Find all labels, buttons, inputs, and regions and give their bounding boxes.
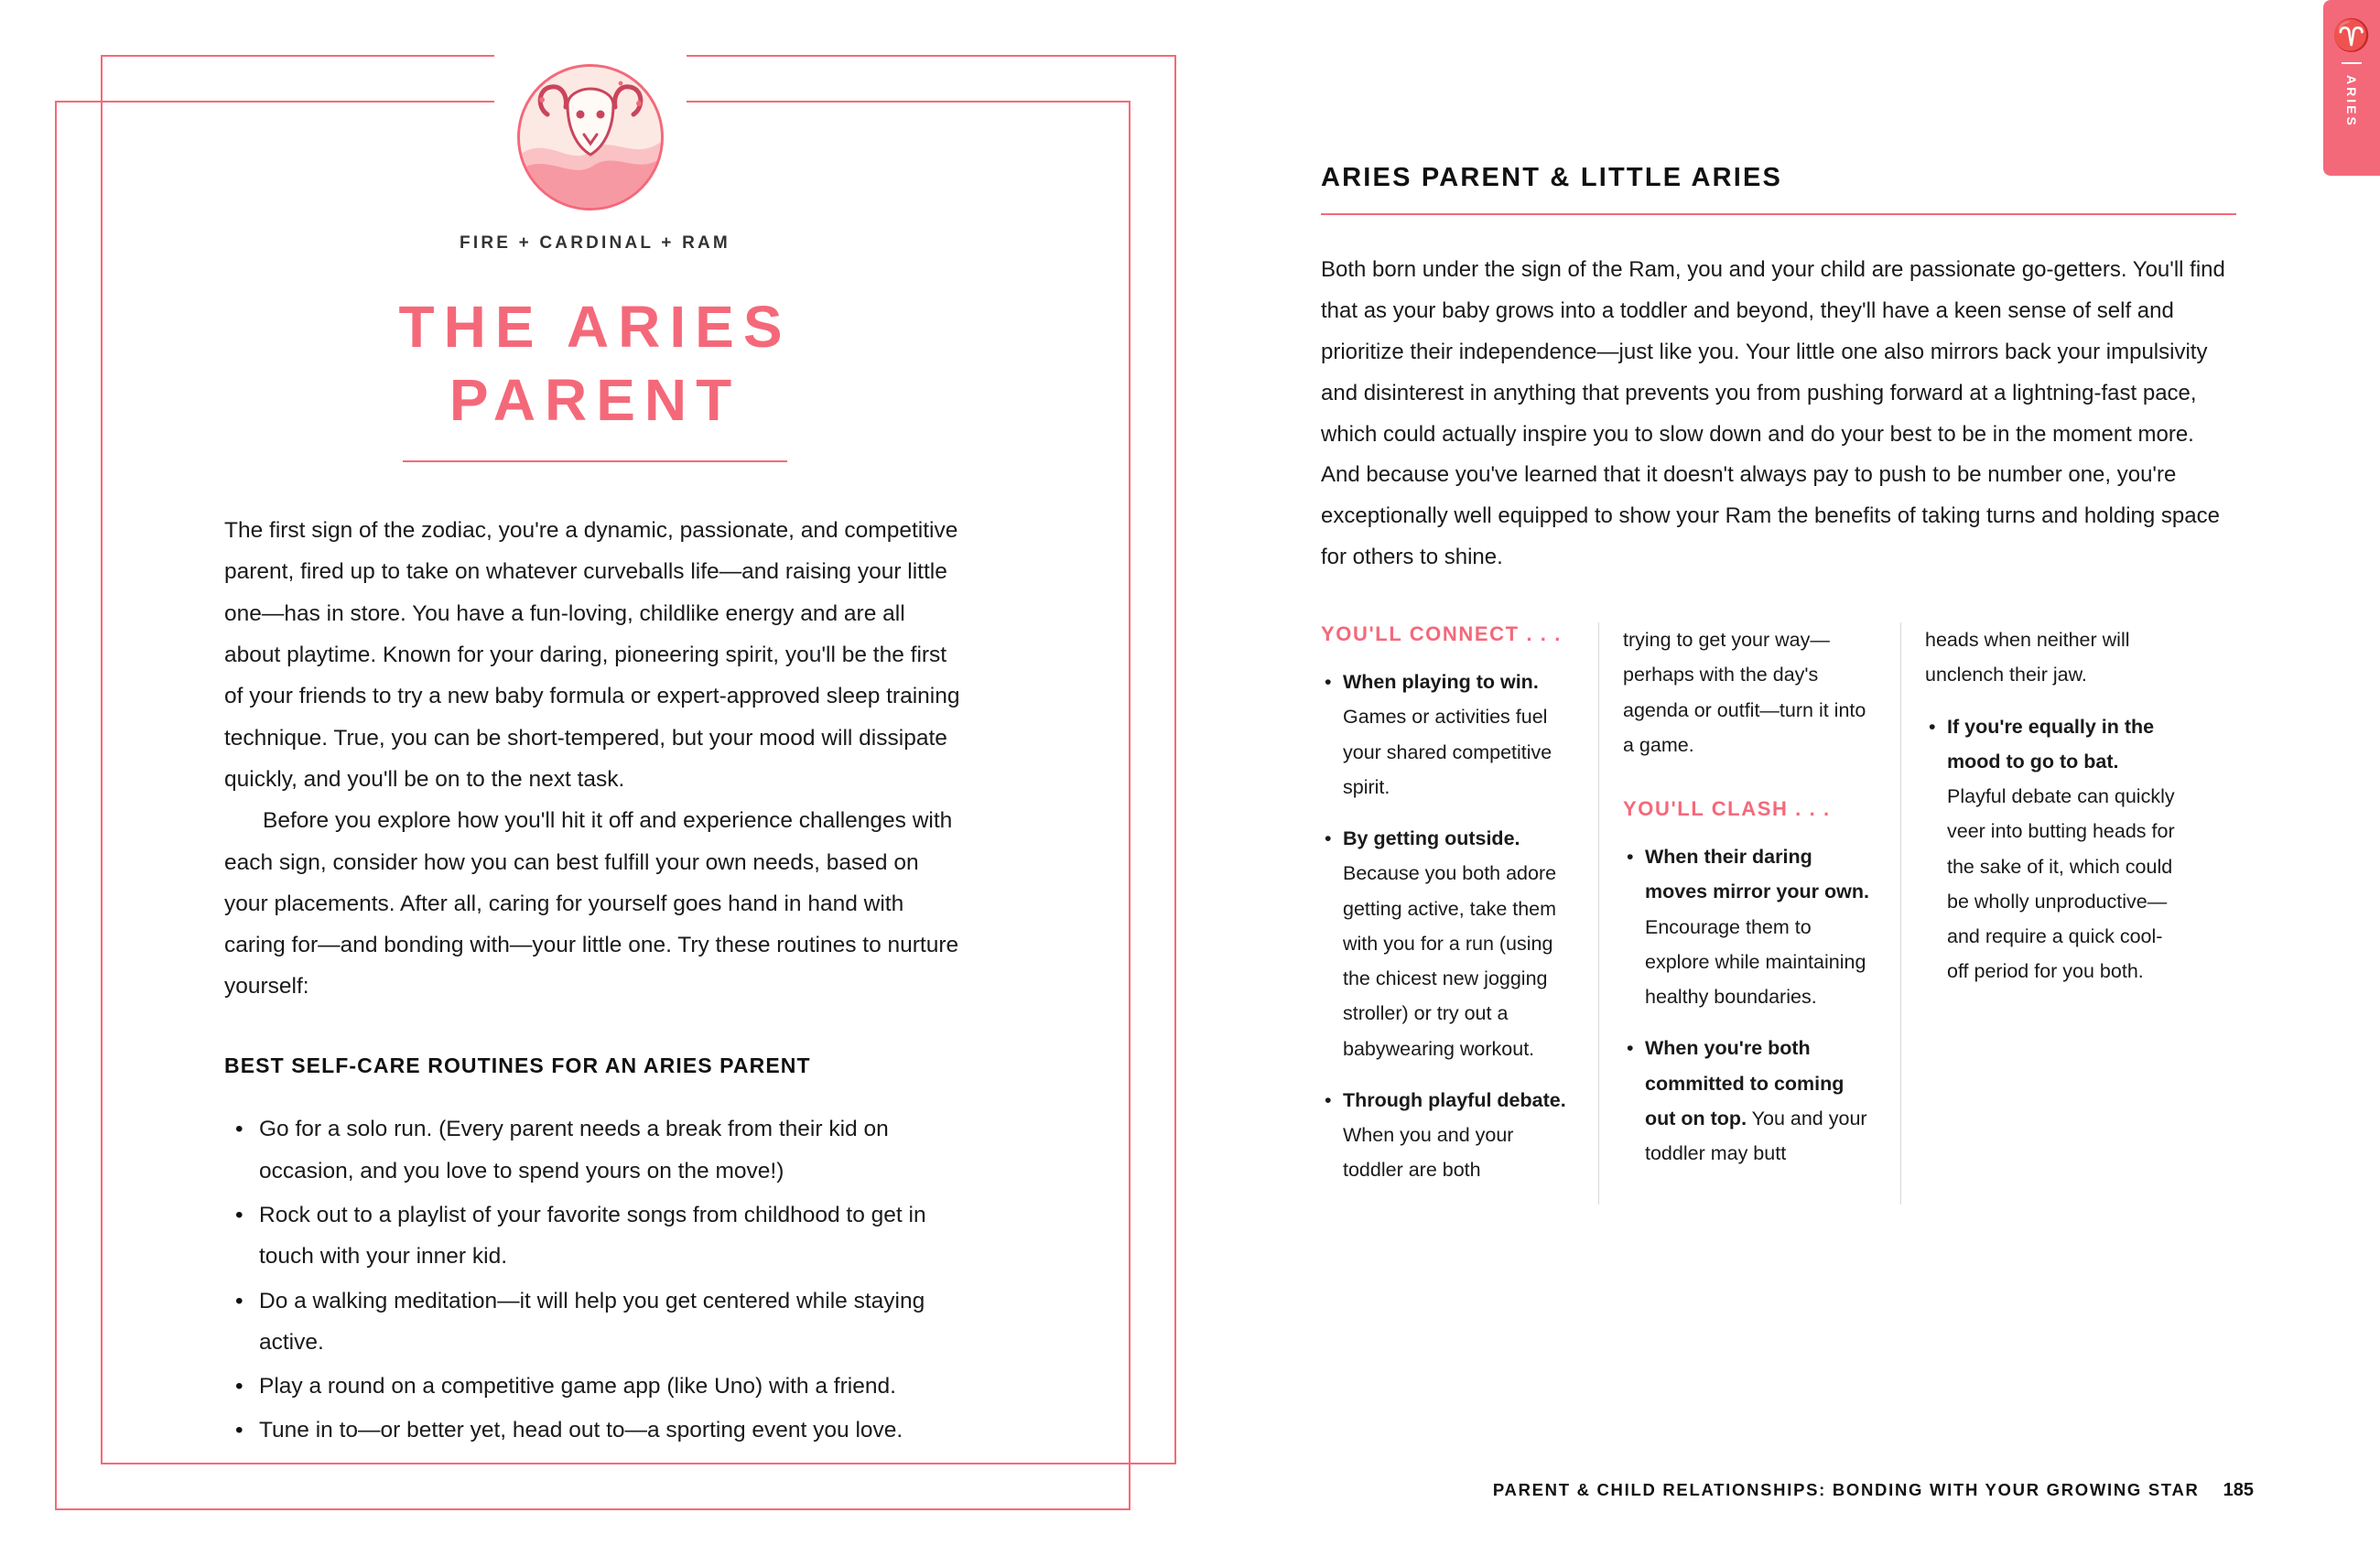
list-item: [1947, 709, 2179, 989]
section-title: ARIES PARENT & LITTLE ARIES: [1321, 163, 1783, 192]
sign-attributes: FIRE + CARDINAL + RAM: [460, 233, 730, 253]
left-page-content: [224, 233, 966, 1454]
aries-section-tab: [2323, 0, 2380, 176]
item-text: When you and your toddler are both: [1343, 1124, 1514, 1182]
item-lead: By getting outside.: [1343, 827, 1520, 850]
page-title: [224, 290, 966, 437]
item-text: Playful debate can quickly veer into butting heads for the sake of it, which could be wholly unproductive—and require a quick cool-off period for you both.: [1947, 785, 2175, 983]
item-lead: If you're equally in the mood to go to bat.: [1947, 715, 2155, 773]
list-item: [1645, 839, 1877, 1014]
three-column-layout: [1321, 622, 2236, 1205]
page-number: 185: [2223, 1480, 2254, 1500]
item-text: You and your toddler may butt: [1645, 1107, 1867, 1165]
section-divider: [1321, 213, 2236, 215]
list-item: [1645, 1031, 1877, 1171]
page-title-line-2: PARENT: [449, 367, 741, 433]
right-page-content: [1321, 163, 2236, 1205]
paragraph-selfcare-lead: Before you explore how you'll hit it off and experience challenges with each sign, consider how you can best fulfill your own needs, based on your placements. After all, caring for yourself goes hand in hand with caring for—and bonding with—your little one. Try these routines to nurture yourself:: [224, 808, 959, 1000]
list-item: [1343, 1083, 1574, 1188]
aries-glyph-icon: ♈: [2331, 18, 2372, 53]
clash-list: [1623, 839, 1877, 1171]
clash-heading: YOU'LL CLASH . . .: [1623, 797, 1831, 821]
column2-continuation: trying to get your way—perhaps with the day's agenda or outfit—turn it into a game.: [1623, 629, 1866, 756]
list-item: • Do a walking meditation—it will help you get centered while staying active.: [255, 1280, 966, 1364]
connect-list: [1321, 665, 1574, 1188]
list-item: [1343, 665, 1574, 805]
left-body-text: [224, 510, 966, 1452]
paragraph-intro: The first sign of the zodiac, you're a dynamic, passionate, and competitive parent, fired up to take on whatever curveballs life—and raising your little one—has in store. You have a fun-loving, childlike energy and are all about playtime. Known for your daring, pioneering spirit, you'll be the first of your friends to try a new baby formula or expert-approved sleep training technique. True, you can be short-tempered, but your mood will dissipate quickly, and you'll be on to the next task.: [224, 518, 960, 792]
item-lead: When you're both committed to coming out on top.: [1645, 1037, 1844, 1129]
list-item: • Rock out to a playlist of your favorite songs from childhood to get in touch with your inner kid.: [255, 1194, 966, 1278]
section-intro-paragraph: Both born under the sign of the Ram, you and your child are passionate go-getters. You'll find that as your baby grows into a toddler and beyond, they'll have a keen sense of self and prioritize their independence—just like you. Your little one also mirrors back your impulsivity and disinterest in anything that prevents you from pushing forward at a lightning-fast pace, which could actually inspire you to slow down and do your best to be in the moment more. And because you've learned that it doesn't always pay to push to be number one, you're exceptionally well equipped to show your Ram the benefits of taking turns and holding space for others to shine.: [1321, 257, 2225, 570]
column-clash-continued: [1900, 622, 2202, 1205]
item-lead: When their daring moves mirror your own.: [1645, 846, 1869, 903]
item-text: Because you both adore getting active, take them with you for a run (using the chicest new jogging stroller) or try out a babywearing workout.: [1343, 862, 1557, 1060]
selfcare-list: [224, 1108, 966, 1452]
list-item: [1343, 821, 1574, 1066]
clash-list-continued: [1925, 709, 2179, 989]
page-title-line-1: THE ARIES: [398, 294, 792, 360]
item-text: Encourage them to explore while maintaining healthy boundaries.: [1645, 915, 1866, 1009]
column-connect: [1321, 622, 1598, 1205]
tab-divider: [2342, 62, 2362, 64]
item-text: Games or activities fuel your shared competitive spirit.: [1343, 706, 1552, 798]
item-lead: Through playful debate.: [1343, 1088, 1566, 1111]
item-lead: When playing to win.: [1343, 671, 1539, 693]
column-clash: [1598, 622, 1900, 1205]
aries-ram-emblem-icon: [517, 64, 664, 211]
selfcare-subheading: BEST SELF-CARE ROUTINES FOR AN ARIES PARENT: [224, 1053, 811, 1077]
list-item: • Play a round on a competitive game app (like Uno) with a friend.: [255, 1366, 966, 1407]
page-footer: [1493, 1480, 2254, 1501]
column3-continuation: heads when neither will unclench their jaw.: [1925, 629, 2130, 686]
title-divider: [403, 460, 787, 462]
tab-label: ARIES: [2344, 75, 2359, 128]
list-item: • Go for a solo run. (Every parent needs a break from their kid on occasion, and you love to spend yours on the move!): [255, 1108, 966, 1192]
list-item: • Tune in to—or better yet, head out to—a sporting event you love.: [255, 1410, 966, 1451]
connect-heading: YOU'LL CONNECT . . .: [1321, 622, 1562, 645]
footer-running-head: PARENT & CHILD RELATIONSHIPS: BONDING WITH YOUR GROWING STAR: [1492, 1480, 2200, 1499]
right-page: [1289, 0, 2380, 1556]
